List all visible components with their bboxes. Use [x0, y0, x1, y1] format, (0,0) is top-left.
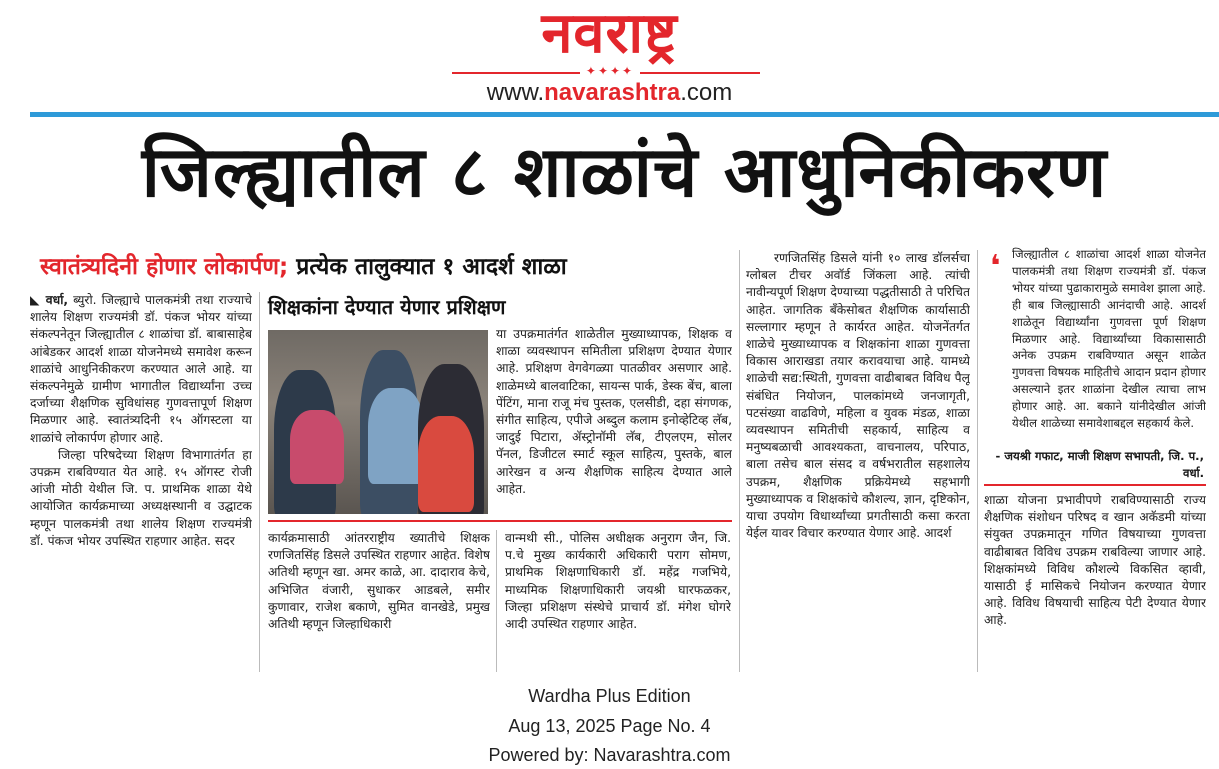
edition-label: Wardha Plus Edition [528, 686, 691, 706]
site-url[interactable] [0, 78, 1219, 108]
logo-rule-left [452, 72, 580, 74]
powered-by-link[interactable]: Powered by: Navarashtra.com [488, 745, 731, 765]
article-column-2: कार्यक्रमासाठी आंतरराष्ट्रीय ख्यातीचे शिक्षक रणजितसिंह डिसले उपस्थित राहणार आहेत. विशेष अतिथी म्हणून खा. अमर काळे, आ. दादाराव केचे, अभिजित वंजारी, सुधाकर आडबले, समीर कुणावार, राजेश बकाणे, सुमित वानखेडे, प्रमुख अतिथी म्हणून जिल्हाधिकारी [268, 531, 490, 632]
dateline-paragraph [30, 292, 252, 447]
body-paragraph: जिल्हा परिषदेच्या शिक्षण विभागातंर्गत हा उपक्रम राबविण्यात येत आहे. १५ ऑगस्ट रोजी आंजी मोठी येथील जि. प. प्राथमिक शाळा येथे आयोजित कार्यक्रमाच्या अध्यक्षस्थानी व उद्घाटक म्हणून पालकमंत्री तथा शालेय शिक्षण राज्यमंत्री डॉ. पंकज भोयर उपस्थित राहणार आहेत. सदर [30, 447, 252, 548]
newspaper-logo: नवराष्ट्र [541, 1, 678, 66]
quote-icon: ❛ [990, 249, 1001, 284]
quote-text: जिल्ह्यातील ८ शाळांचा आदर्श शाळा योजनेत पालकमंत्री तथा शिक्षण राज्यमंत्री डॉ. पंकज भोयर यांच्या पुढाकारामुळे समावेश झाला आहे. ही बाब जिल्ह्यासाठी आनंदाची आहे. आदर्श शाळेतून विद्यार्थ्यांना गुणवत्ता पूर्ण शिक्षण मिळणार आहे. विद्यार्थ्यांच्या विकासासाठी अनेक उपक्रम राबविण्यात असून शाळेत गुणवत्ता विषयक माहितीचे आदान प्रदान होणार असल्याने इतर शाळांना देखील त्याचा लाभ होणार आहे. आ. बकाने यांनीदेखील आंजी येथील शाळेच्या समावेशाबद्दल सहकार्य केले. [1012, 247, 1206, 431]
site-url-brand: navarashtra [544, 79, 681, 106]
article-column-3: वान्मथी सी., पोलिस अधीक्षक अनुराग जैन, जि. प.चे मुख्य कार्यकारी अधिकारी पराग सोमण, प्राथमिक शिक्षणाधिकारी डॉ. महेंद्र गजभिये, माध्यमिक शिक्षणाधिकारी जयश्री घारफळकर, जिल्हा प्रशिक्षण संस्थेचे प्राचार्य डॉ. मंगेश घोगरे आदी उपस्थित राहणार आहेत. [505, 531, 731, 632]
school-bag [290, 410, 344, 484]
column-divider [977, 250, 978, 672]
article-headline: जिल्ह्यातील ८ शाळांचे आधुनिकीकरण [141, 131, 1108, 213]
box-heading: शिक्षकांना देण्यात येणार प्रशिक्षण [268, 295, 506, 319]
article-column-4: रणजितसिंह डिसले यांनी १० लाख डॉलर्सचा ग्लोबल टीचर अवॉर्ड जिंकला आहे. त्यांची नावीन्यपूर्ण शिक्षण देण्याच्या पद्धतीसाठी ते परिचित आहेत. जागतिक बँकेसोबत शैक्षणिक कार्यासाठी सल्लागार म्हणून ते कार्यरत आहेत. योजनेंतर्गत शाळेचे मुख्याध्यापक व शिक्षकांना शाळा गुणवत्ता विकास आराखडा तयार करावयाचा आहे. यामध्ये शाळेची सद्य:स्थिती, गुणवत्ता वाढीबाबत विविध पैलू संबंधित नियोजन, पालकांमध्ये जनजागृती, पटसंख्या वाढविणे, महिला व युवक मंडळ, शाळा व्यवस्थापन समितीची सहकार्य, साहित्य व मनुष्यबळाची आवश्यकता, वाचनालय, परिपाठ, बाला तसेच बाल संसद व वर्षभरातील सहशालेय उपक्रम, शैक्षणिक प्रक्रियेमध्ये सहभागी मुख्याध्यापक व शिक्षकांचे कौशल्य, ज्ञान, दृष्टिकोन, याचा उपयोग विधार्थ्यांच्या प्रगतीसाठी कसा करता येईल यावर विचार करण्यात येणार आहे. आदर्श [746, 251, 970, 541]
quote-divider [984, 484, 1206, 486]
article-column-1 [30, 292, 252, 672]
date-page-label: Aug 13, 2025 Page No. 4 [508, 716, 711, 736]
column-divider [739, 250, 740, 672]
masthead-divider [30, 112, 1219, 117]
column-divider [259, 292, 260, 672]
logo-rule-right [640, 72, 760, 74]
subhead-highlight: स्वातंत्र्यदिनी होणार लोकार्पण; [40, 254, 289, 280]
subhead-text: प्रत्येक तालुक्यात १ आदर्श शाळा [288, 254, 567, 280]
students-photo [268, 330, 488, 514]
box-text: या उपक्रमातंर्गत शाळेतील मुख्याध्यापक, शिक्षक व शाळा व्यवस्थापन समितीला प्रशिक्षण देण्यात येणार आहे. प्रशिक्षण वेगवेगळ्या पातळीवर असणार आहे. शाळेमध्ये बालवाटिका, सायन्स पार्क, डेस्क बेंच, बाला पेंटिंग, माना राजू मंच पुस्तक, एलसीडी, दहा संगणक, संगीत साहित्य, एपीजे अब्दुल कलाम इनोव्हेटिव्ह लॅब, जादुई पिटारा, ॲस्ट्रोनॉमी लॅब, टीएलएम, सोलर पॅनल, डिजीटल स्मार्ट स्कूल साहित्य, पुस्तके, बाल आरेखन व अन्य शैक्षणिक साहित्य देण्यात आले आहेत. [496, 327, 732, 496]
site-url-suffix: .com [680, 79, 733, 106]
school-bag [368, 388, 424, 484]
article-subheadline [40, 250, 740, 284]
column-divider [496, 530, 497, 672]
site-url-prefix: www. [486, 79, 545, 106]
dateline-icon: ◣ [30, 293, 41, 307]
box-divider [268, 520, 732, 522]
article-column-5: शाळा योजना प्रभावीपणे राबविण्यासाठी राज्य शैक्षणिक संशोधन परिषद व खान अकॅडमी यांच्या संयुक्त उपक्रमातून गणित विषयाच्या गुणवत्ता वाढीबाबत विविध उपक्रम राबविल्या जाणार आहे. शिक्षकांमध्ये विविध कौशल्ये विकसित व्हावी, यासाठी ई मासिकचे नियोजन करण्यात येणार आहे. विविध विषयाची साहित्य पेटी देण्यात येणार आहे. [984, 493, 1206, 628]
logo-stars: ✦✦✦✦ [585, 64, 635, 78]
school-bag [418, 416, 474, 512]
dateline: वर्धा, [45, 293, 69, 307]
quote-author: - जयश्री गफाट, माजी शिक्षण सभापती, जि. प., वर्धा. [995, 449, 1204, 480]
intro-paragraph: ब्युरो. जिल्ह्याचे पालकमंत्री तथा राज्याचे शालेय शिक्षण राज्यमंत्री डॉ. पंकज भोयर यांच्या संकल्पनेतून जिल्ह्यातील ८ शाळांचा डॉ. बाबासाहेब आंबेडकर आदर्श शाळा योजनेमध्ये समावेश करून शाळांचे आधुनिकीकरण करण्यात आले आहे. या संकल्पनेमुळे ग्रामीण भागातील विद्यार्थ्यांना उच्च दर्जाच्या शैक्षणिक सुविधांसह गुणवत्तापूर्ण शिक्षण मिळणार आहे. स्वातंत्र्यदिनी १५ ऑगस्टला या शाळांचे लोकार्पण होणार आहे. [30, 293, 252, 445]
